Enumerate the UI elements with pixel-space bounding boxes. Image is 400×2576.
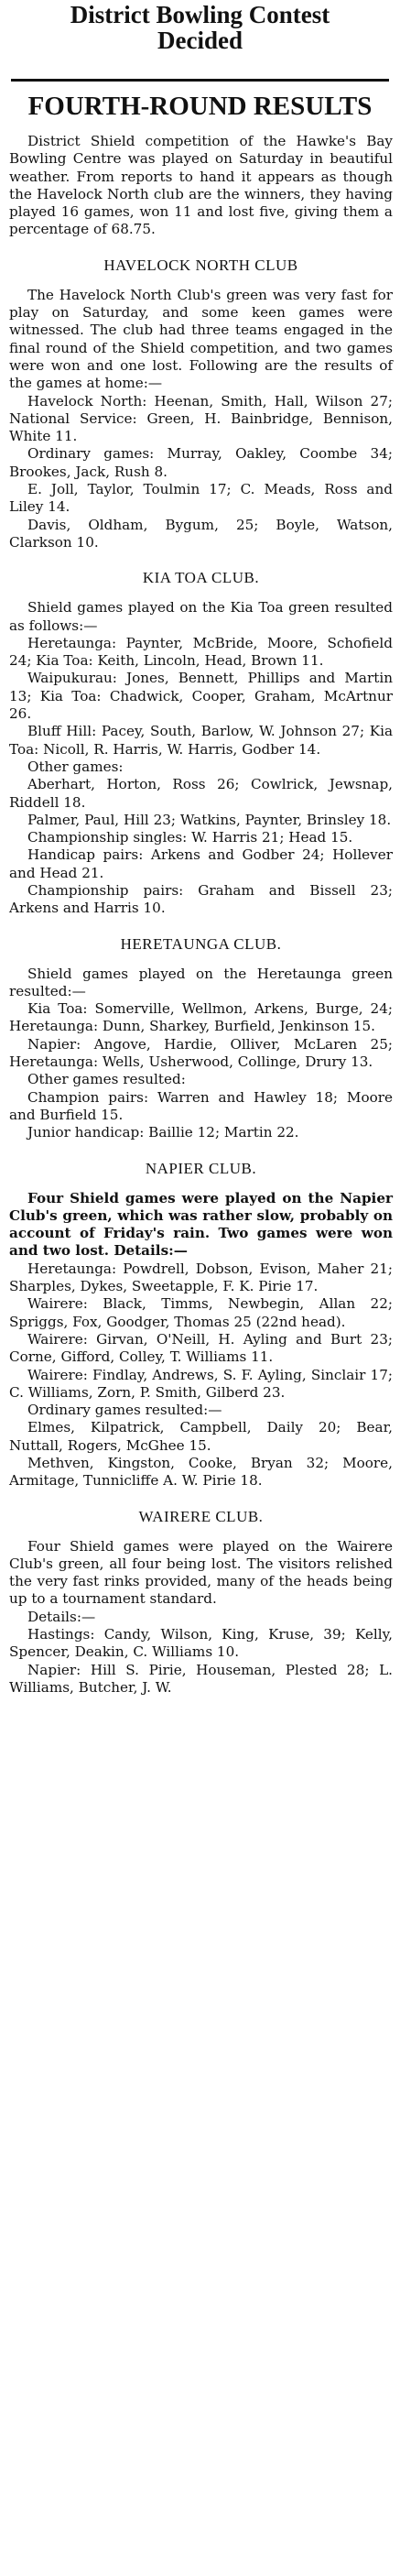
section-heading: HERETAUNGA CLUB. bbox=[120, 934, 282, 953]
paragraph: Havelock North: Heenan, Smith, Hall, Wilson 27; National Service: Green, H. Bainbridge, Bennison, White 11. bbox=[9, 392, 393, 445]
paragraph: Waipukurau: Jones, Bennett, Phillips and Martin 13; Kia Toa: Chadwick, Cooper, Graham, McArtnur 26. bbox=[9, 670, 393, 723]
paragraph: Championship singles: W. Harris 21; Head 15. bbox=[27, 829, 353, 846]
paragraph: Details:— bbox=[27, 1608, 96, 1625]
paragraph: Four Shield games were played on the Wairere Club's green, all four being lost. The visitors relished the very fast rinks provided, many of the heads being up to a tournament standard. bbox=[9, 1537, 393, 1608]
paragraph: Aberhart, Horton, Ross 26; Cowlrick, Jewsnap, Riddell 18. bbox=[9, 776, 393, 811]
paragraph: Palmer, Paul, Hill 23; Watkins, Paynter, Brinsley 18. bbox=[27, 811, 392, 828]
paragraph: Heretaunga: Powdrell, Dobson, Evison, Maher 21; Sharples, Dykes, Sweetapple, F. K. Pirie 17. bbox=[9, 1260, 393, 1295]
paragraph: Methven, Kingston, Cooke, Bryan 32; Moore, Armitage, Tunnicliffe A. W. Pirie 18. bbox=[9, 1455, 393, 1490]
paragraph: Davis, Oldham, Bygum, 25; Boyle, Watson, Clarkson 10. bbox=[9, 516, 393, 551]
paragraph: Junior handicap: Baillie 12; Martin 22. bbox=[27, 1124, 299, 1141]
paragraph: Kia Toa: Somerville, Wellmon, Arkens, Burge, 24; Heretaunga: Dunn, Sharkey, Burfield, Jenkinson 15. bbox=[9, 1000, 393, 1035]
section-heading: NAPIER CLUB. bbox=[145, 1159, 257, 1177]
paragraph: Other games resulted: bbox=[27, 1071, 186, 1088]
paragraph: Shield games played on the Heretaunga green resulted:— bbox=[9, 965, 393, 999]
paragraph: Four Shield games were played on the Napier Club's green, which was rather slow, probably on account of Friday's rain. Two games were won and two lost. Details:— bbox=[9, 1189, 393, 1260]
section-heading: HAVELOCK NORTH CLUB bbox=[103, 256, 298, 274]
paragraph: Champion pairs: Warren and Hawley 18; Moore and Burfield 15. bbox=[9, 1088, 393, 1123]
paragraph: Hastings: Candy, Wilson, King, Kruse, 39; Kelly, Spencer, Deakin, C. Williams 10. bbox=[9, 1626, 393, 1661]
paragraph: Shield games played on the Kia Toa green resulted as follows:— bbox=[9, 599, 393, 634]
paragraph: The Havelock North Club's green was very fast for play on Saturday, and some keen games were witnessed. The club had three teams engaged in the final round of the Shield competition, and two games were won and one lost. Following are the results of the games at home:— bbox=[9, 286, 393, 392]
headline-line-2: Decided bbox=[157, 27, 243, 54]
headline-line-1: District Bowling Contest bbox=[70, 1, 330, 28]
paragraph: Other games: bbox=[27, 758, 124, 775]
paragraph: Ordinary games resulted:— bbox=[27, 1402, 222, 1419]
paragraph: Ordinary games: Murray, Oakley, Coombe 34; Brookes, Jack, Rush 8. bbox=[9, 445, 393, 480]
paragraph: Heretaunga: Paynter, McBride, Moore, Schofield 24; Kia Toa: Keith, Lincoln, Head, Brown 11. bbox=[9, 634, 393, 670]
paragraph: Wairere: Girvan, O'Neill, H. Ayling and Burt 23; Corne, Gifford, Colley, T. Williams 11. bbox=[9, 1330, 393, 1366]
paragraph: Napier: Hill S. Pirie, Houseman, Plested 28; L. Williams, Butcher, J. W. bbox=[9, 1661, 393, 1696]
paragraph: Napier: Angove, Hardie, Olliver, McLaren 25; Heretaunga: Wells, Usherwood, Collinge, Drury 13. bbox=[9, 1035, 393, 1071]
paragraph: E. Joll, Taylor, Toulmin 17; C. Meads, Ross and Liley 14. bbox=[9, 481, 393, 516]
headline-deck: FOURTH-ROUND RESULTS bbox=[27, 92, 373, 121]
paragraph: Championship pairs: Graham and Bissell 23; Arkens and Harris 10. bbox=[9, 881, 393, 917]
paragraph: Handicap pairs: Arkens and Godber 24; Hollever and Head 21. bbox=[9, 846, 393, 881]
article-body bbox=[9, 133, 393, 1697]
paragraph: Bluff Hill: Pacey, South, Barlow, W. Johnson 27; Kia Toa: Nicoll, R. Harris, W. Harris, Godber 14. bbox=[9, 723, 393, 758]
section-heading: KIA TOA CLUB. bbox=[142, 569, 260, 587]
paragraph: Wairere: Findlay, Andrews, S. F. Ayling, Sinclair 17; C. Williams, Zorn, P. Smith, Gilberd 23. bbox=[9, 1366, 393, 1401]
headline bbox=[5, 2, 395, 53]
headline-divider bbox=[11, 79, 389, 82]
paragraph: Wairere: Black, Timms, Newbegin, Allan 22; Spriggs, Fox, Goodger, Thomas 25 (22nd head). bbox=[9, 1295, 393, 1330]
section-heading: WAIRERE CLUB. bbox=[138, 1507, 264, 1525]
paragraph: Elmes, Kilpatrick, Campbell, Daily 20; Bear, Nuttall, Rogers, McGhee 15. bbox=[9, 1419, 393, 1454]
paragraph: District Shield competition of the Hawke's Bay Bowling Centre was played on Saturday in beautiful weather. From reports to hand it appears as though the Havelock North club are the winners, they having played 16 games, won 11 and lost five, giving them a percentage of 68.75. bbox=[9, 133, 393, 238]
